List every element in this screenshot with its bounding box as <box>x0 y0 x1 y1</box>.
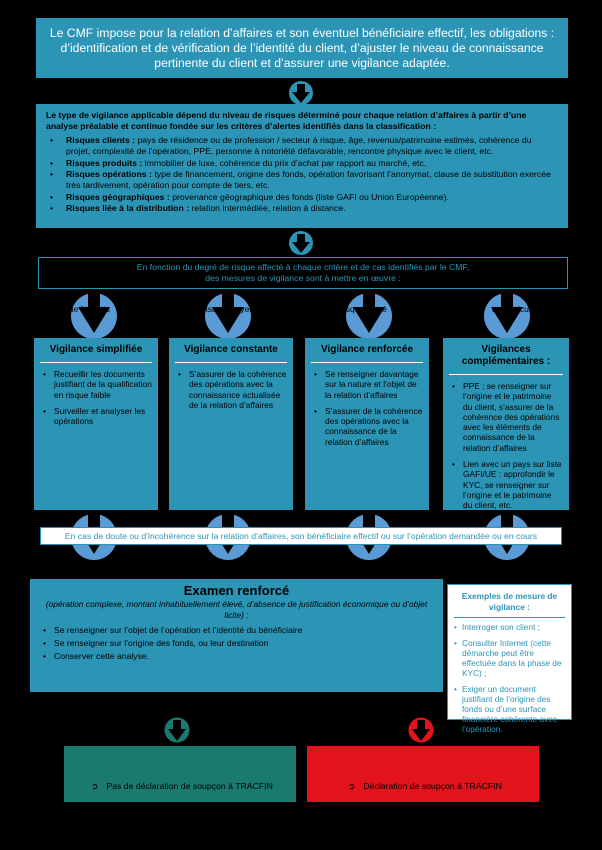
list-item: • Se renseigner sur l’origine des fonds, ou leur destination <box>54 637 433 650</box>
risk-classification-box <box>36 104 568 228</box>
list-item: • Risques opérations : type de financement, origine des fonds, opération favorisant l’anonymat, clause de substitution exercée très tardivement, opération pour compte de tiers, etc. <box>66 169 558 192</box>
list-item: • Surveiller et analyser les opérations <box>54 406 152 427</box>
list-item: • Recueillir les documents justifiant de la qualification en risque faible <box>54 369 152 400</box>
column-title: Vigilance constante <box>184 344 278 355</box>
list-item: • Risques clients : pays de résidence ou de profession / secteur à risque, âge, revenus/patrimoine estimés, cohérence du projet, complexité de l’opération, PPE, personne à notoriété défavorable, rencontre physique avec le client, etc. <box>66 135 558 158</box>
level-label-medium: risque moyen <box>203 304 255 314</box>
vigilance-complementary-box <box>443 338 569 510</box>
vigilance-simplified-box <box>34 338 158 510</box>
exam-subtitle: (opération complexe, montant inhabituellement élevé, d’absence de justification économique ou d’objet licite) : <box>45 599 428 620</box>
list-item: • Risques liée à la distribution : relation intermédiée, relation à distance. <box>66 203 558 214</box>
risk-degree-box <box>38 257 568 289</box>
list-item: • Risques géographiques : provenance géographique des fonds (liste GAFI ou Union Européenne). <box>66 192 558 203</box>
down-arrow-icon <box>205 293 251 339</box>
list-item: • Interroger son client ; <box>462 622 565 632</box>
declaration-text: ➲ Déclaration de soupçon à TRACFIN <box>317 781 533 792</box>
list-item: • Conserver cette analyse. <box>54 650 433 663</box>
down-arrow-icon <box>288 80 314 106</box>
down-arrow-icon <box>484 293 530 339</box>
level-label-low: que faible ju <box>64 304 110 314</box>
list-item: • Exiger un document justifiant de l’origine des fonds ou d’une surface financière cohérente avec l’opération. <box>462 684 565 734</box>
cmf-obligations-text: Le CMF impose pour la relation d’affaires et son éventuel bénéficiaire effectif, les obligations : d’identification et de vérification de l’identité du client, d’ajuster le niveau de connaissance pertinente du client et d’assurer une vigilance adaptée. <box>49 26 555 70</box>
down-arrow-icon <box>346 293 392 339</box>
enhanced-examination-box <box>30 579 443 692</box>
list-item: • Lien avec un pays sur liste GAFI/UE : approfondir le KYC, se renseigner sur l’origine et le patrimoine du client, etc. <box>463 459 563 510</box>
examples-title: Exemples de mesure de vigilance : <box>461 591 558 612</box>
column-title: Vigilance renforcée <box>320 344 414 355</box>
no-declaration-text: ➲ Pas de déclaration de soupçon à TRACFIN <box>74 781 290 792</box>
risk-degree-line2: des mesures de vigilance sont à mettre en œuvre : <box>205 273 401 283</box>
down-arrow-icon <box>288 230 314 256</box>
level-label-high: risque élevé <box>341 304 387 314</box>
down-arrow-icon <box>71 293 117 339</box>
column-title: Vigilance simplifiée <box>49 344 143 355</box>
doubt-box <box>40 527 562 545</box>
declaration-box <box>307 746 539 802</box>
column-title: Vigilances complémentaires : <box>461 344 551 367</box>
list-item: • Se renseigner davantage sur la nature et l’objet de la relation d’affaires <box>325 369 423 400</box>
list-item: • PPE : se renseigner sur l’origine et le patrimoine du client, s’assurer de la cohérence des opérations avec les éléments de connaissance de la relation d’affaires <box>463 381 563 453</box>
vigilance-reinforced-box <box>305 338 429 510</box>
risk-list <box>46 135 558 215</box>
cmf-obligations-box <box>36 18 568 78</box>
risk-intro: Le type de vigilance applicable dépend du niveau de risques déterminé pour chaque relation d’affaires à partir d’une analyse préalable et continue fondée sur les critères d’alertes identifiés dans la classification : <box>46 110 527 132</box>
vigilance-examples-box <box>447 584 572 734</box>
list-item: • Risques produits : immobilier de luxe, cohérence du prix d’achat par rapport au marché, etc. <box>66 158 558 169</box>
level-label-special: as particulie <box>492 304 538 314</box>
list-item: • Consulter Internet (cette démarche peut être effectuée dans la phase de KYC) ; <box>462 638 565 678</box>
list-item: • S’assurer de la cohérence des opérations avec la connaissance actualisée de la relation d’affaires <box>189 369 287 410</box>
vigilance-constant-box <box>169 338 293 510</box>
list-item: • S’assurer de la cohérence des opérations avec la connaissance de la relation d’affaires <box>325 406 423 447</box>
doubt-text: En cas de doute ou d’incohérence sur la relation d’affaires, son bénéficiaire effectif ou sur l’opération demandée ou en cours <box>64 531 538 541</box>
risk-degree-line1: En fonction du degré de risque affecté à chaque critère et de cas identifiés par le CMF, <box>136 262 470 272</box>
green-down-arrow-icon <box>164 716 190 744</box>
red-down-arrow-icon <box>408 716 434 744</box>
no-declaration-box <box>64 746 296 802</box>
list-item: • Se renseigner sur l’objet de l’opération et l’identité du bénéficiaire <box>54 624 433 637</box>
exam-title: Examen renforcé <box>183 583 290 598</box>
